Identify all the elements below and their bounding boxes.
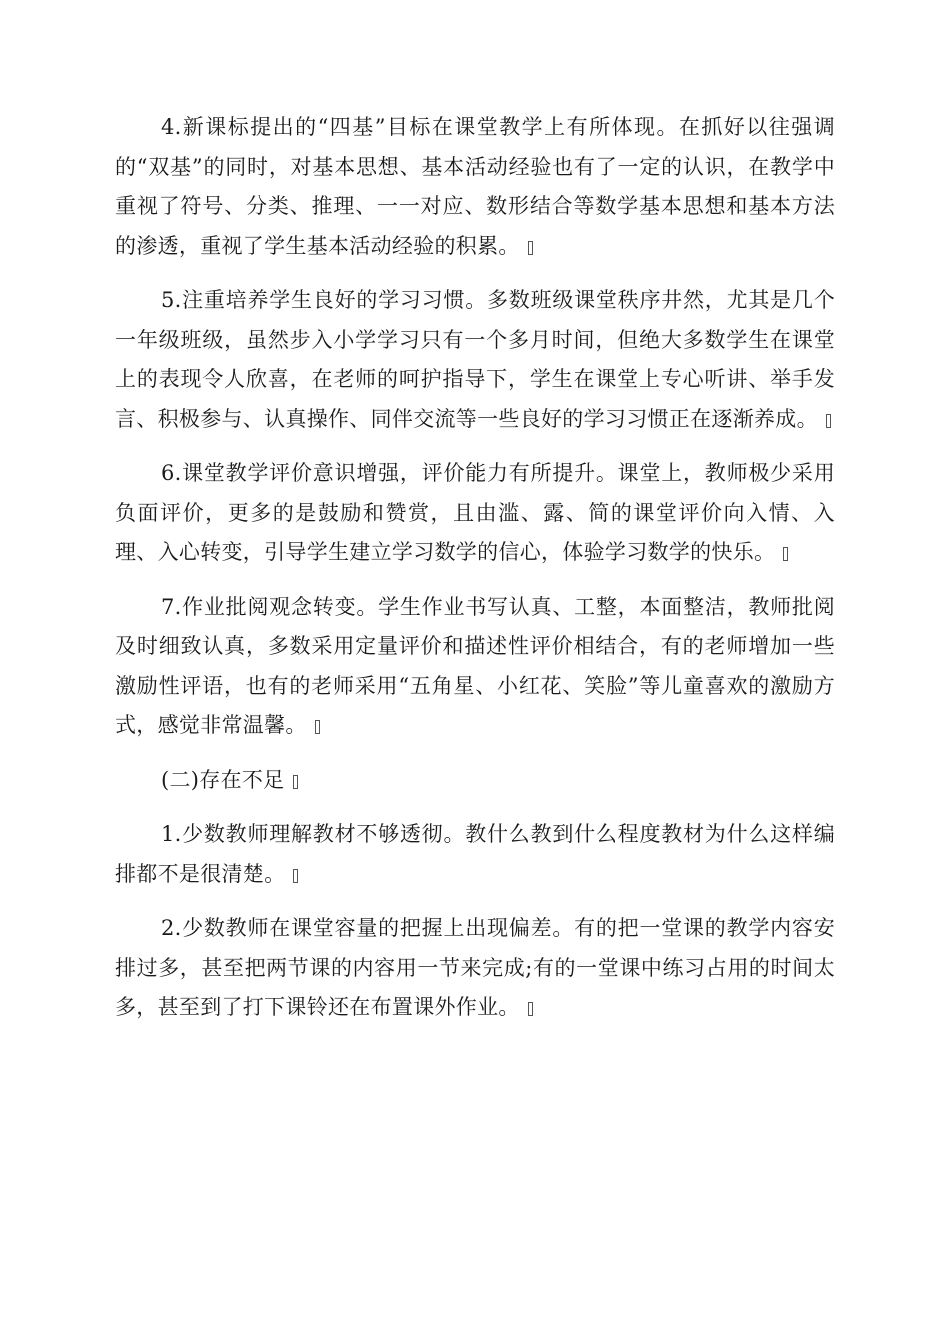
- paragraph-evaluation: 6.课堂教学评价意识增强，评价能力有所提升。课堂上，教师极少采用负面评价，更多的是鼓励和赞赏，且由滥、露、简的课堂评价向入情、入理、入心转变，引导学生建立学习数学的信心，体验学习数学的快乐。: [115, 461, 835, 564]
- paragraph-end-mark-icon: [826, 414, 831, 428]
- paragraph-end-mark-icon: [783, 547, 788, 561]
- paragraph-end-mark-icon: [293, 869, 298, 883]
- document-page: [115, 108, 835, 1043]
- paragraph-class-capacity: 2.少数教师在课堂容量的把握上出现偏差。有的把一堂课的教学内容安排过多，甚至把两节课的内容用一节来完成;有的一堂课中练习占用的时间太多，甚至到了打下课铃还在布置课外作业。: [115, 916, 835, 1019]
- paragraph-study-habits: 5.注重培养学生良好的学习习惯。多数班级课堂秩序井然，尤其是几个一年级班级，虽然步入小学学习只有一个多月时间，但绝大多数学生在课堂上的表现令人欣喜，在老师的呵护指导下，学生在课堂上专心听讲、举手发言、积极参与、认真操作、同伴交流等一些良好的学习习惯正在逐渐养成。: [115, 288, 835, 431]
- paragraph-end-mark-icon: [293, 775, 298, 789]
- paragraph-textbook-understanding: 1.少数教师理解教材不够透彻。教什么教到什么程度教材为什么这样编排都不是很清楚。: [115, 822, 835, 886]
- paragraph-homework: 7.作业批阅观念转变。学生作业书写认真、工整，本面整洁，教师批阅及时细致认真，多数采用定量评价和描述性评价相结合，有的老师增加一些激励性评语，也有的老师采用“五角星、小红花、笑脸”等儿童喜欢的激励方式，感觉非常温馨。: [115, 594, 835, 737]
- paragraph-end-mark-icon: [528, 241, 533, 255]
- section-heading-shortcomings: (二)存在不足: [115, 761, 835, 801]
- paragraph-end-mark-icon: [315, 720, 320, 734]
- paragraph-four-basics: 4.新课标提出的“四基”目标在课堂教学上有所体现。在抓好以往强调的“双基”的同时，对基本思想、基本活动经验也有了一定的认识，在教学中重视了符号、分类、推理、一一对应、数形结合等数学基本思想和基本方法的渗透，重视了学生基本活动经验的积累。: [115, 115, 835, 258]
- paragraph-end-mark-icon: [528, 1002, 533, 1016]
